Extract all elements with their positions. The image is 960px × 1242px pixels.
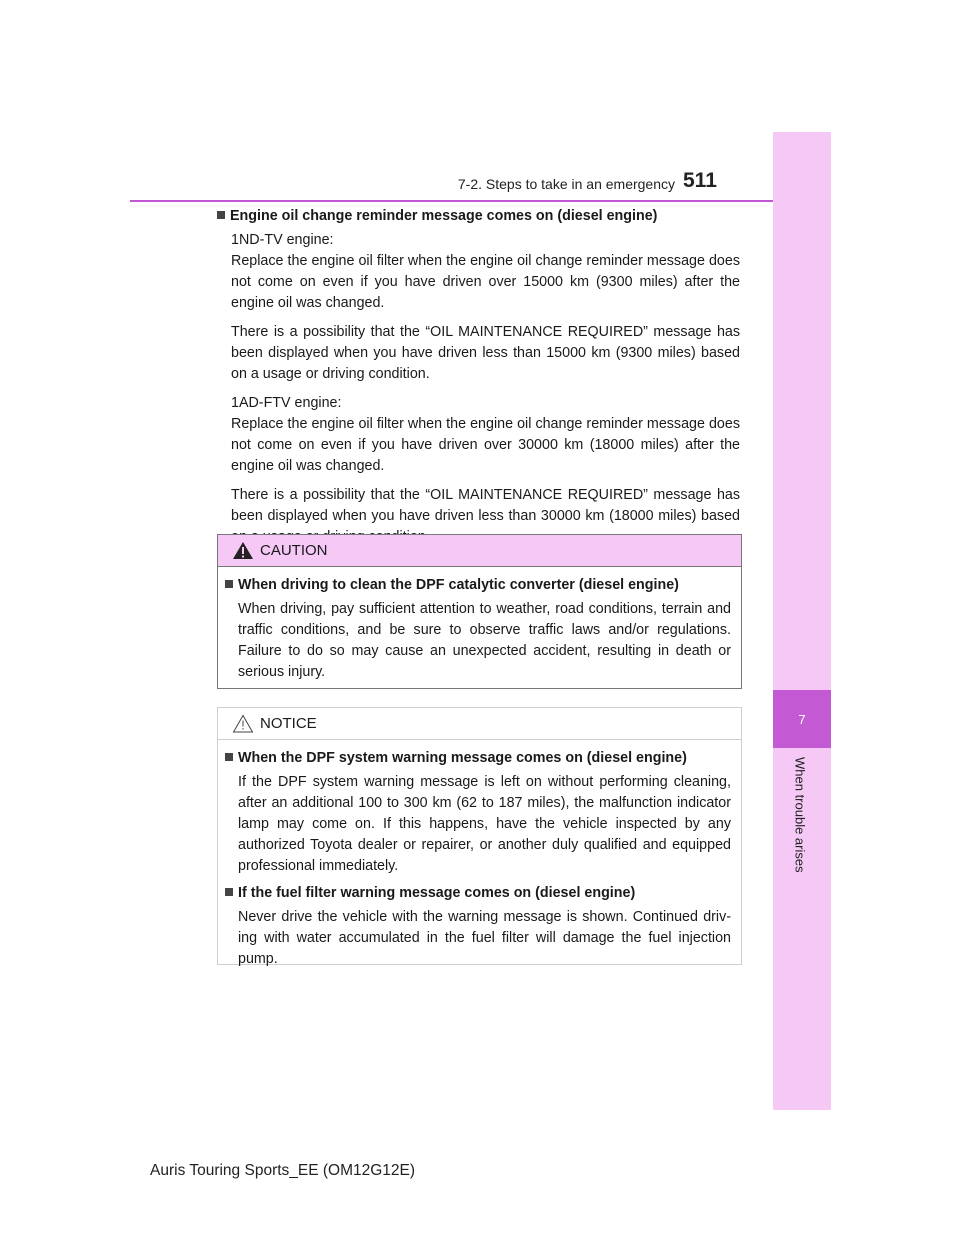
caution-heading: [225, 577, 731, 593]
notice-heading-text: If the fuel filter warning message comes on (diesel engine): [238, 885, 636, 901]
notice-text: If the DPF system warning message is left on without performing cleaning, after an additional 100 to 300 km (62 to 187 miles), the malfunction indicator lamp may come on. If this happens, have the vehicle inspected by any authorized Toyota dealer or repairer, or another duly qualified and equipped professional immediately.: [238, 774, 731, 874]
caution-text: When driving, pay sufficient attention to weather, road conditions, terrain and traffic conditions, and be sure to observe traffic laws and/or regulations. Failure to do so may cause an unexpected accident, resulting in death or serious injury.: [238, 601, 731, 680]
notice-warning-icon: [232, 714, 254, 733]
square-bullet-icon: [225, 888, 233, 896]
paragraph: There is a possibility that the “OIL MAINTENANCE REQUIRED” message has been displayed when you have driven less than 15000 km (9300 miles) based on a usage or driving condition.: [231, 324, 740, 382]
warning-icon: [232, 541, 254, 560]
page-number: 511: [683, 169, 717, 192]
caution-body: [218, 567, 741, 683]
square-bullet-icon: [225, 580, 233, 588]
footer-model-code: Auris Touring Sports_EE (OM12G12E): [150, 1162, 416, 1179]
chapter-side-tab: [773, 132, 831, 1110]
paragraph: Replace the engine oil filter when the engine oil change reminder message does not come on even if you have driven over 15000 km (9300 miles) after the engine oil was changed.: [231, 253, 740, 311]
notice-heading-text: When the DPF system warning message comes on (diesel engine): [238, 750, 687, 766]
notice-title: NOTICE: [260, 715, 317, 732]
notice-text: Never drive the vehicle with the warning message is shown. Continued driving with water accumulated in the fuel filter will damage the fuel injection pump.: [238, 909, 731, 967]
notice-header: [218, 708, 741, 740]
caution-title: CAUTION: [260, 542, 328, 559]
header-rule: [130, 200, 830, 202]
paragraph: There is a possibility that the “OIL MAINTENANCE REQUIRED” message has been displayed when you have driven less than 30000 km (18000 miles) based: [231, 487, 740, 524]
caution-header: [218, 535, 741, 567]
caution-box: [217, 534, 742, 689]
section-heading-text: Engine oil change reminder message comes on (diesel engine): [230, 208, 658, 224]
notice-heading: [225, 750, 731, 766]
chapter-label: When trouble arises: [792, 757, 808, 873]
section-title: 7-2. Steps to take in an emergency: [457, 176, 675, 192]
square-bullet-icon: [217, 211, 225, 219]
main-section: [218, 208, 740, 556]
chapter-number: 7: [773, 690, 831, 748]
paragraph: Replace the engine oil filter when the engine oil change reminder message does not come on even if you have driven over 30000 km (18000 miles) after the engine oil was changed.: [231, 416, 740, 474]
square-bullet-icon: [225, 753, 233, 761]
caution-heading-text: When driving to clean the DPF catalytic converter (diesel engine): [238, 577, 679, 593]
notice-body: [218, 740, 741, 970]
notice-box: [217, 707, 742, 965]
notice-heading: [225, 885, 731, 901]
section-heading: [217, 208, 740, 224]
paragraph: 1AD-FTV engine:: [231, 395, 342, 411]
paragraph: 1ND-TV engine:: [231, 232, 334, 248]
